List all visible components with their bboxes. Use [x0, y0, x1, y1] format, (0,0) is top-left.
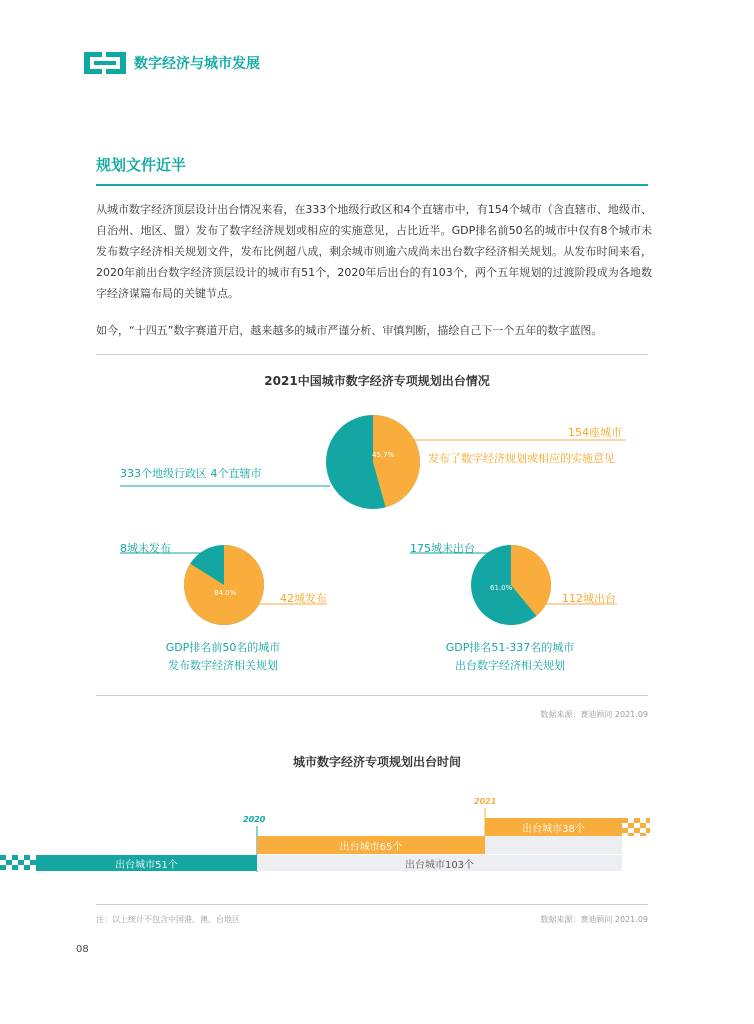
top50-pie-caption-2: 发布数字经济相关规划 — [168, 659, 278, 672]
main-pie-value-label: 154座城市 — [568, 426, 622, 439]
bar-before-2020-label: 出台城市51个 — [115, 860, 178, 871]
header-title: 数字经济与城市发展 — [134, 56, 260, 72]
year-2020-label: 2020 — [243, 815, 266, 824]
chart1-title: 2021中国城市数字经济专项规划出台情况 — [264, 374, 490, 388]
right-checker-pattern — [622, 818, 650, 836]
top50-pie-right-label: 42城发布 — [280, 592, 327, 605]
rest-pie-right-label: 112城出台 — [562, 592, 616, 605]
top50-pie-top-label: 8城未发布 — [120, 542, 171, 555]
body-paragraph-2: 如今，“十四五”数字赛道开启，越来越多的城市严谨分析、审慎判断，描绘自己下一个五年的数字蓝图。 — [96, 324, 603, 337]
rest-pie-caption-2: 出台数字经济相关规划 — [455, 659, 565, 672]
rest-pie-percent: 61.0% — [490, 584, 513, 592]
main-pie-left-label: 333个地级行政区 4个直辖市 — [120, 467, 262, 480]
chart1-source: 数据来源：赛迪顾问 2021.09 — [540, 710, 648, 719]
bar-2021-gray — [485, 836, 622, 854]
section-title: 规划文件近半 — [96, 156, 187, 174]
rest-pie-caption-1: GDP排名51-337名的城市 — [445, 641, 575, 654]
year-2021-label: 2021 — [474, 797, 497, 806]
bar-2020-label: 出台城市65个 — [339, 842, 403, 853]
top50-pie-caption-1: GDP排名前50名的城市 — [165, 641, 281, 654]
left-checker-pattern — [0, 855, 36, 870]
top50-pie-percent: 84.0% — [214, 589, 237, 597]
body-paragraph-1: 从城市数字经济顶层设计出台情况来看，在333个地级行政区和4个直辖市中，有154个城市（含直辖市、地级市、自治州、地区、盟）发布了数字经济规划或相应的实施意见，占比近半。GDP排名前50名的城市中仅有8个城市未发布数字经济相关规划文件，发布比例超八成，剩余城市则逾六成尚未出台数字经济相关规划。从发布时间来看，2020年前出台数字经济顶层设计的城市有51个，2020年后出台的有103个，两个五年规划的过渡阶段成为各地数字经济谋篇布局的关键节点。 — [96, 203, 652, 300]
rest-pie-top-label: 175城未出台 — [410, 542, 475, 555]
main-pie-desc-label: 发布了数字经济规划或相应的实施意见 — [428, 452, 615, 465]
bar-2021-label: 出台城市38个 — [522, 824, 585, 835]
bar-after-2020-label: 出台城市103个 — [404, 860, 475, 871]
chart2-title: 城市数字经济专项规划出台时间 — [292, 755, 461, 769]
page-number: 08 — [76, 944, 89, 955]
main-pie-percent: 45.7% — [372, 451, 395, 459]
chart2-source: 数据来源：赛迪顾问 2021.09 — [540, 915, 648, 924]
footnote: 注：以上统计不包含中国港、澳、台地区 — [96, 915, 240, 924]
chart2-bottom-divider — [96, 904, 648, 905]
